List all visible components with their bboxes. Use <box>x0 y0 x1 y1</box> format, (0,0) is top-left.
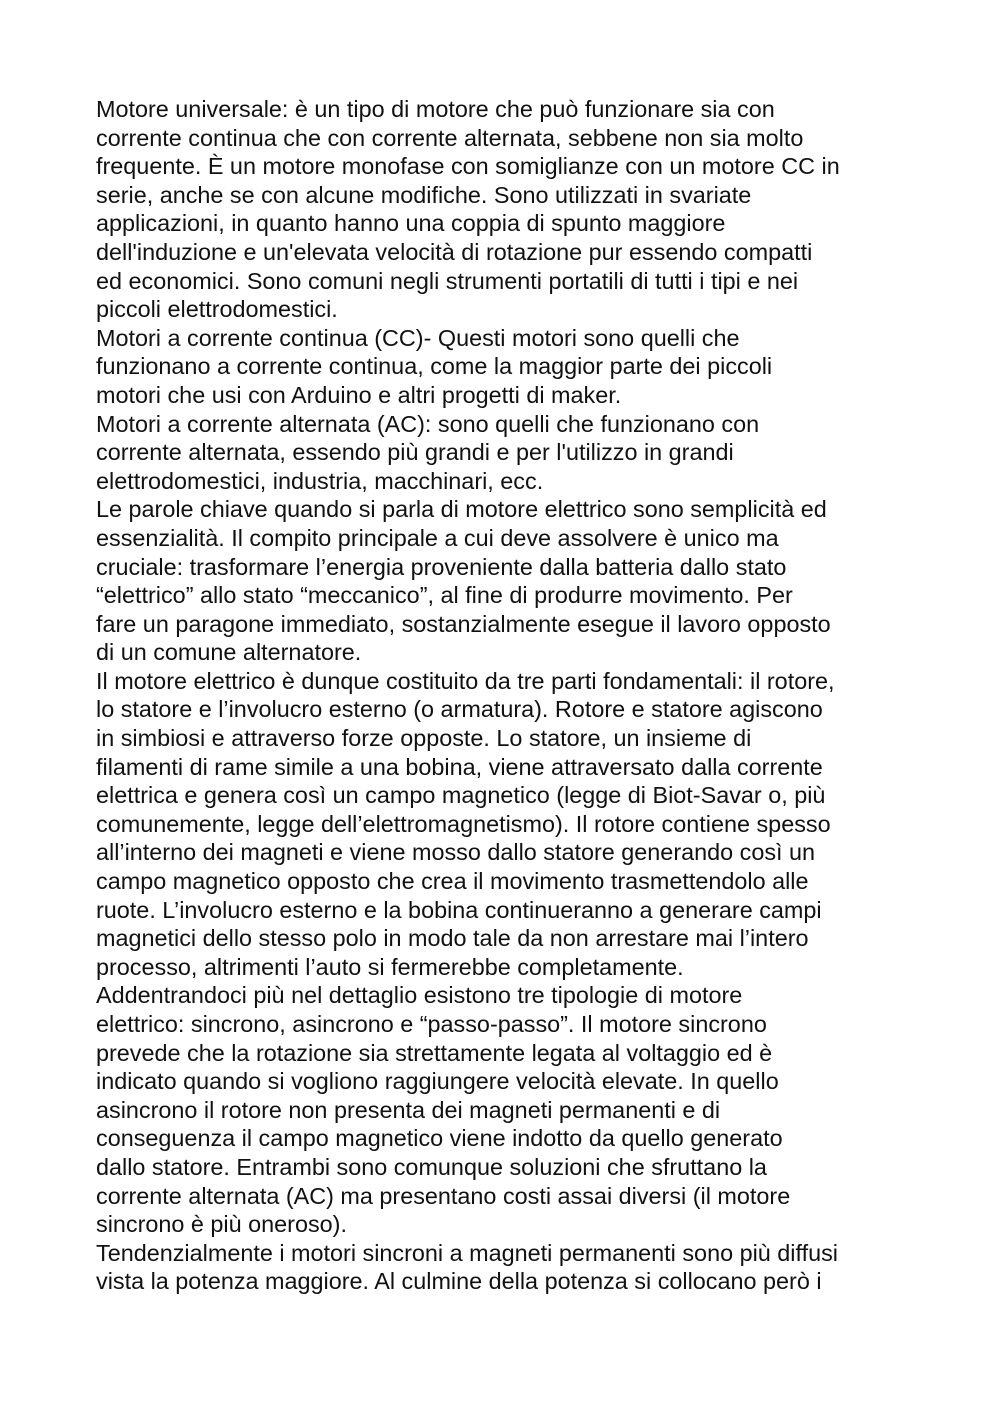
text-line: asincrono il rotore non presenta dei magneti permanenti e di <box>96 1096 721 1123</box>
text-line: conseguenza il campo magnetico viene indotto da quello generato <box>96 1125 783 1152</box>
text-line: Tendenzialmente i motori sincroni a magneti permanenti sono più diffusi <box>96 1239 838 1266</box>
text-line: indicato quando si vogliono raggiungere velocità elevate. In quello <box>96 1068 779 1095</box>
text-line: Motore universale: è un tipo di motore che può funzionare sia con <box>96 96 775 122</box>
text-line: ruote. L’involucro esterno e la bobina continueranno a generare campi <box>96 896 822 923</box>
document-body <box>96 95 926 1296</box>
text-line: Le parole chiave quando si parla di motore elettrico sono semplicità ed <box>96 496 827 523</box>
text-line: Motori a corrente alternata (AC): sono quelli che funzionano con <box>96 410 760 437</box>
text-line: elettrica e genera così un campo magnetico (legge di Biot-Savar o, più <box>96 782 826 809</box>
text-line: “elettrico” allo stato “meccanico”, al fine di produrre movimento. Per <box>96 582 793 609</box>
text-line: processo, altrimenti l’auto si fermerebbe completamente. <box>96 953 684 980</box>
text-line: all’interno dei magneti e viene mosso dallo statore generando così un <box>96 839 816 866</box>
text-line: motori che usi con Arduino e altri progetti di maker. <box>96 381 622 408</box>
text-line: corrente alternata (AC) ma presentano costi assai diversi (il motore <box>96 1182 791 1209</box>
text-line: funzionano a corrente continua, come la maggior parte dei piccoli <box>96 353 773 380</box>
text-line: corrente alternata, essendo più grandi e per l'utilizzo in grandi <box>96 439 734 466</box>
text-line: prevede che la rotazione sia strettamente legata al voltaggio ed è <box>96 1039 773 1066</box>
text-line: essenzialità. Il compito principale a cui deve assolvere è unico ma <box>96 524 779 551</box>
text-line: dallo statore. Entrambi sono comunque soluzioni che sfruttano la <box>96 1153 767 1180</box>
text-line: dell'induzione e un'elevata velocità di rotazione pur essendo compatti <box>96 238 813 265</box>
text-line: campo magnetico opposto che crea il movimento trasmettendolo alle <box>96 868 809 895</box>
text-line: corrente continua che con corrente alternata, sebbene non sia molto <box>96 124 804 151</box>
text-line: magnetici dello stesso polo in modo tale da non arrestare mai l’intero <box>96 925 809 952</box>
text-line: comunemente, legge dell’elettromagnetismo). Il rotore contiene spesso <box>96 810 831 837</box>
text-line: fare un paragone immediato, sostanzialmente esegue il lavoro opposto <box>96 610 831 637</box>
text-line: in simbiosi e attraverso forze opposte. Lo statore, un insieme di <box>96 725 752 752</box>
text-line: serie, anche se con alcune modifiche. Sono utilizzati in svariate <box>96 181 752 208</box>
text-line: piccoli elettrodomestici. <box>96 296 338 323</box>
text-line: elettrico: sincrono, asincrono e “passo-passo”. Il motore sincrono <box>96 1011 767 1037</box>
text-line: vista la potenza maggiore. Al culmine della potenza si collocano però i <box>96 1268 822 1295</box>
text-line: Motori a corrente continua (CC)- Questi motori sono quelli che <box>96 324 740 351</box>
text-line: elettrodomestici, industria, macchinari, ecc. <box>96 467 544 494</box>
text-line: sincrono è più oneroso). <box>96 1211 347 1238</box>
text-line: lo statore e l’involucro esterno (o armatura). Rotore e statore agiscono <box>96 696 823 723</box>
text-line: ed economici. Sono comuni negli strumenti portatili di tutti i tipi e nei <box>96 267 799 294</box>
text-line: frequente. È un motore monofase con somiglianze con un motore CC in <box>96 153 840 180</box>
text-line: applicazioni, in quanto hanno una coppia di spunto maggiore <box>96 210 726 237</box>
text-line: Il motore elettrico è dunque costituito da tre parti fondamentali: il rotore, <box>96 667 835 694</box>
text-line: di un comune alternatore. <box>96 639 362 666</box>
text-line: filamenti di rame simile a una bobina, viene attraversato dalla corrente <box>96 753 823 780</box>
text-line: cruciale: trasformare l’energia proveniente dalla batteria dallo stato <box>96 553 787 580</box>
text-line: Addentrandoci più nel dettaglio esistono tre tipologie di motore <box>96 982 743 1009</box>
